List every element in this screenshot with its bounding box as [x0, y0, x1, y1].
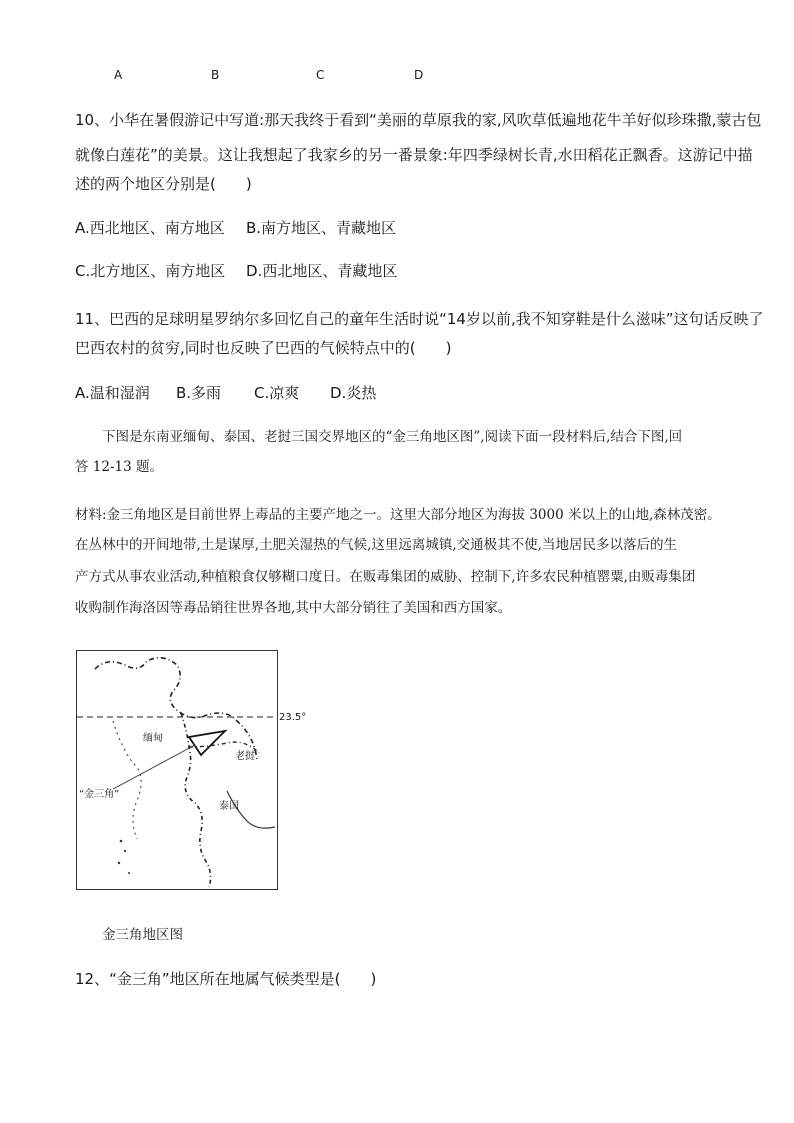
map-latitude-label: 23.5° — [279, 712, 307, 723]
option-letter-b: B — [211, 68, 220, 82]
question-11-line-2: 巴西农村的贫穷,同时也反映了巴西的气候特点中的( ) — [75, 339, 452, 357]
map-label-laos: 老挝 — [235, 751, 255, 762]
question-10-option-a[interactable]: A.西北地区、南方地区 — [75, 219, 225, 237]
question-11-option-b[interactable]: B.多雨 — [176, 384, 222, 402]
question-11-line-1: 11、巴西的足球明星罗纳尔多回忆自己的童年生活时说“14岁以前,我不知穿鞋是什么滋味”这句话反映了 — [75, 310, 764, 328]
material-line-1: 材料:金三角地区是目前世界上毒品的主要产地之一。这里大部分地区为海拔 3000 米以上的山地,森林茂密。 — [75, 507, 721, 523]
map-label-thailand: 泰国 — [219, 801, 239, 812]
question-10-line-2: 就像白莲花”的美景。这让我想起了我家乡的另一番景象:年四季绿树长青,水田稻花正飘香。这游记中描 — [75, 146, 753, 164]
question-11-option-c[interactable]: C.凉爽 — [254, 384, 300, 402]
intro-line-2: 答 12-13 题。 — [75, 459, 164, 475]
map-label-golden-triangle: “金三角” — [79, 789, 120, 800]
question-10-line-3: 述的两个地区分别是( ) — [75, 175, 252, 193]
material-line-4: 收购制作海洛因等毒品销往世界各地,其中大部分销往了美国和西方国家。 — [75, 600, 512, 616]
question-10-option-b[interactable]: B.南方地区、青藏地区 — [246, 219, 397, 237]
question-11-option-d[interactable]: D.炎热 — [330, 384, 377, 402]
intro-line-1: 下图是东南亚缅甸、泰国、老挝三国交界地区的“金三角地区图”,阅读下面一段材料后,结合下图,回 — [102, 429, 683, 445]
question-10-line-1: 10、小华在暑假游记中写道:那天我终于看到“美丽的草原我的家,风吹草低遍地花牛羊好似珍珠撒,蒙古包 — [75, 111, 762, 129]
question-12-line: 12、“金三角”地区所在地属气候类型是( ) — [75, 970, 377, 988]
question-11-option-a[interactable]: A.温和湿润 — [75, 384, 150, 402]
option-letter-a: A — [114, 68, 123, 82]
question-10-option-c[interactable]: C.北方地区、南方地区 — [75, 262, 226, 280]
map-label-burma: 缅甸 — [143, 733, 163, 744]
map-caption: 金三角地区图 — [102, 927, 183, 943]
map-drawing — [77, 651, 277, 889]
question-10-option-d[interactable]: D.西北地区、青藏地区 — [246, 262, 398, 280]
option-letter-d: D — [414, 68, 424, 82]
option-letter-c: C — [316, 68, 325, 82]
golden-triangle-map — [76, 650, 278, 890]
material-line-2: 在丛林中的开间地带,土是谋厚,土肥关湿热的气候,这里远离城镇,交通极其不使,当地居民多以落后的生 — [75, 537, 677, 553]
material-line-3: 产方式从事农业活动,种植粮食仅够糊口度日。在贩毒集团的威胁、控制下,许多农民种植罂粟,由贩毒集团 — [75, 569, 696, 585]
